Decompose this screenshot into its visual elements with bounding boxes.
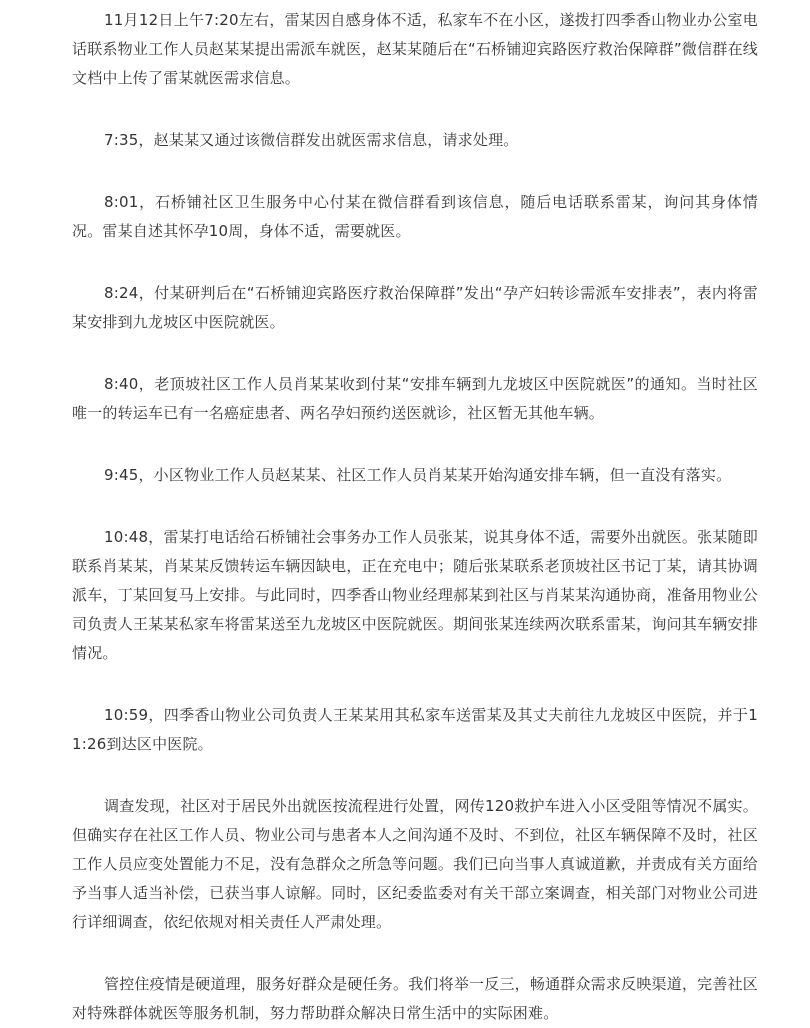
paragraph-timeline-0840: 8:40，老顶坡社区工作人员肖某某收到付某“安排车辆到九龙坡区中医院就医”的通知。当时社区唯一的转运车已有一名癌症患者、两名孕妇预约送医就诊，社区暂无其他车辆。 — [72, 375, 758, 422]
paragraph-timeline-0945: 9:45，小区物业工作人员赵某某、社区工作人员肖某某开始沟通安排车辆，但一直没有落实。 — [104, 466, 732, 484]
paragraph-timeline-0735: 7:35，赵某某又通过该微信群发出就医需求信息，请求处理。 — [104, 131, 519, 149]
paragraph-investigation-findings: 调查发现，社区对于居民外出就医按流程进行处置，网传120救护车进入小区受阻等情况不属实。但确实存在社区工作人员、物业公司与患者本人之间沟通不及时、不到位，社区车辆保障不及时，社区工作人员应变处置能力不足，没有急群众之所急等问题。我们已向当事人真诚道歉，并责成有关方面给予当事人适当补偿，已获当事人谅解。同时，区纪委监委对有关干部立案调查，相关部门对物业公司进行详细调查，依纪依规对相关责任人严肃处理。 — [72, 797, 758, 931]
paragraph-timeline-0720: 11月12日上午7:20左右，雷某因自感身体不适，私家车不在小区，遂拨打四季香山物业办公室电话联系物业工作人员赵某某提出需派车就医，赵某某随后在“石桥铺迎宾路医疗救治保障群”微信群在线文档中上传了雷某就医需求信息。 — [72, 11, 758, 87]
paragraph-conclusion: 管控住疫情是硬道理，服务好群众是硬任务。我们将举一反三，畅通群众需求反映渠道，完善社区对特殊群体就医等服务机制，努力帮助群众解决日常生活中的实际困难。 — [72, 975, 758, 1022]
paragraph-timeline-0824: 8:24，付某研判后在“石桥铺迎宾路医疗救治保障群”发出“孕产妇转诊需派车安排表”，表内将雷某安排到九龙坡区中医院就医。 — [72, 284, 758, 331]
paragraph-timeline-0801: 8:01，石桥铺社区卫生服务中心付某在微信群看到该信息，随后电话联系雷某，询问其身体情况。雷某自述其怀孕10周，身体不适，需要就医。 — [72, 193, 758, 240]
paragraph-timeline-1048: 10:48，雷某打电话给石桥铺社会事务办工作人员张某，说其身体不适，需要外出就医。张某随即联系肖某某，肖某某反馈转运车辆因缺电，正在充电中；随后张某联系老顶坡社区书记丁某，请其协调派车，丁某回复马上安排。与此同时，四季香山物业经理郝某到社区与肖某某沟通协商，准备用物业公司负责人王某某私家车将雷某送至九龙坡区中医院就医。期间张某连续两次联系雷某，询问其车辆安排情况。 — [72, 528, 758, 662]
paragraph-timeline-1059: 10:59，四季香山物业公司负责人王某某用其私家车送雷某及其丈夫前往九龙坡区中医院，并于11:26到达区中医院。 — [72, 706, 758, 753]
